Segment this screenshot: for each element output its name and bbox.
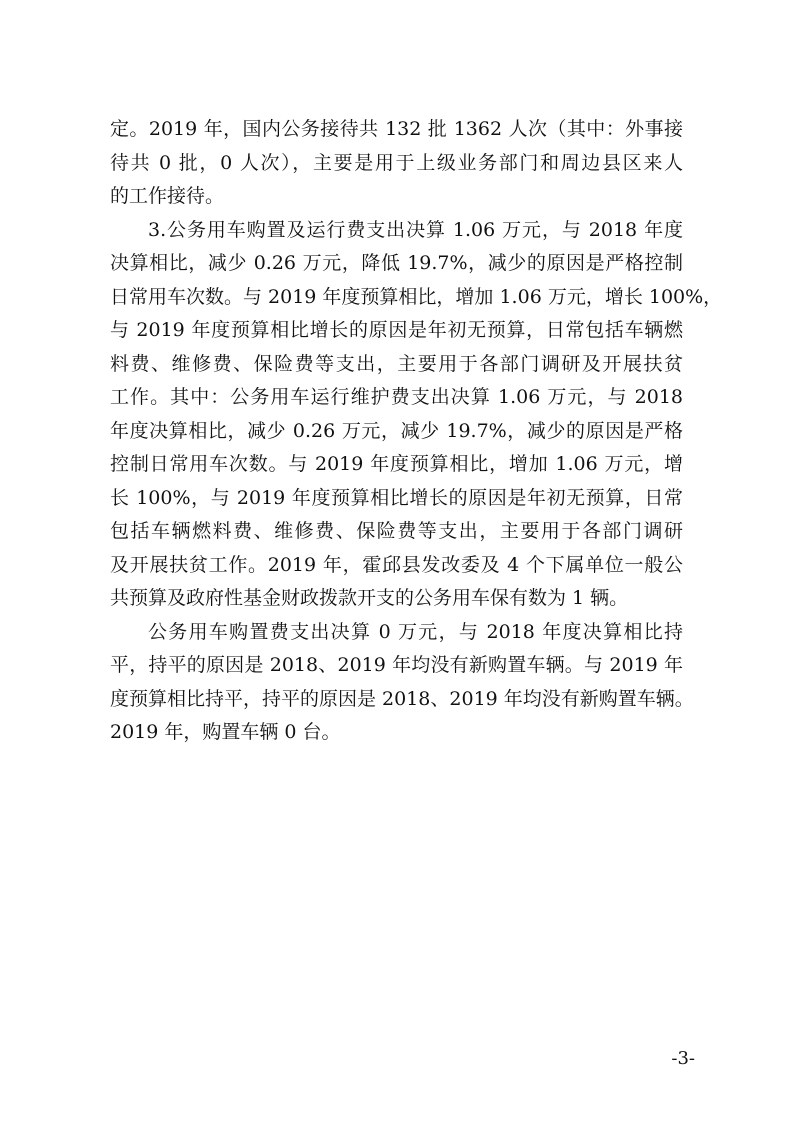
text-line: 包括车辆燃料费、维修费、保险费等支出，主要用于各部门调研 [110, 520, 683, 542]
paragraph-vehicle-expenses [110, 214, 723, 616]
text-line: 日常用车次数。与 2019 年度预算相比，增加 1.06 万元，增长 100%， [110, 285, 723, 308]
paragraph-reception-summary [110, 113, 683, 214]
text-line: 料费、维修费、保险费等支出，主要用于各部门调研及开展扶贫 [110, 352, 683, 375]
text-line: 及开展扶贫工作。2019 年，霍邱县发改委及 4 个下属单位一般公 [110, 553, 683, 576]
text-line: 共预算及政府性基金财政拨款开支的公务用车保有数为 1 辆。 [110, 587, 629, 609]
text-line: 决算相比，减少 0.26 万元，降低 19.7%，减少的原因是严格控制 [110, 252, 683, 274]
text-line: 工作。其中：公务用车运行维护费支出决算 1.06 万元，与 2018 [110, 386, 683, 408]
text-line: 度预算相比持平，持平的原因是 2018、2019 年均没有新购置车辆。 [110, 687, 694, 710]
text-line: 控制日常用车次数。与 2019 年度预算相比，增加 1.06 万元，增 [110, 453, 683, 475]
text-line: 公务用车购置费支出决算 0 万元，与 2018 年度决算相比持 [148, 620, 683, 643]
text-line: 年度决算相比，减少 0.26 万元，减少 19.7%，减少的原因是严格 [110, 419, 683, 442]
text-line: 平，持平的原因是 2018、2019 年均没有新购置车辆。与 2019 年 [110, 654, 683, 676]
text-line: 2019 年，购置车辆 0 台。 [110, 721, 341, 743]
text-line: 长 100%，与 2019 年度预算相比增长的原因是年初无预算，日常 [110, 486, 683, 509]
text-line: 3.公务用车购置及运行费支出决算 1.06 万元，与 2018 年度 [148, 218, 683, 241]
text-line: 待共 0 批，0 人次），主要是用于上级业务部门和周边县区来人 [110, 151, 683, 174]
paragraph-vehicle-purchase [110, 616, 694, 750]
text-line: 的工作接待。 [110, 185, 225, 207]
text-line: 定。2019 年，国内公务接待共 132 批 1362 人次（其中：外事接 [110, 118, 683, 140]
page-number: -3- [671, 1048, 695, 1069]
text-line: 与 2019 年度预算相比增长的原因是年初无预算，日常包括车辆燃 [110, 319, 683, 341]
